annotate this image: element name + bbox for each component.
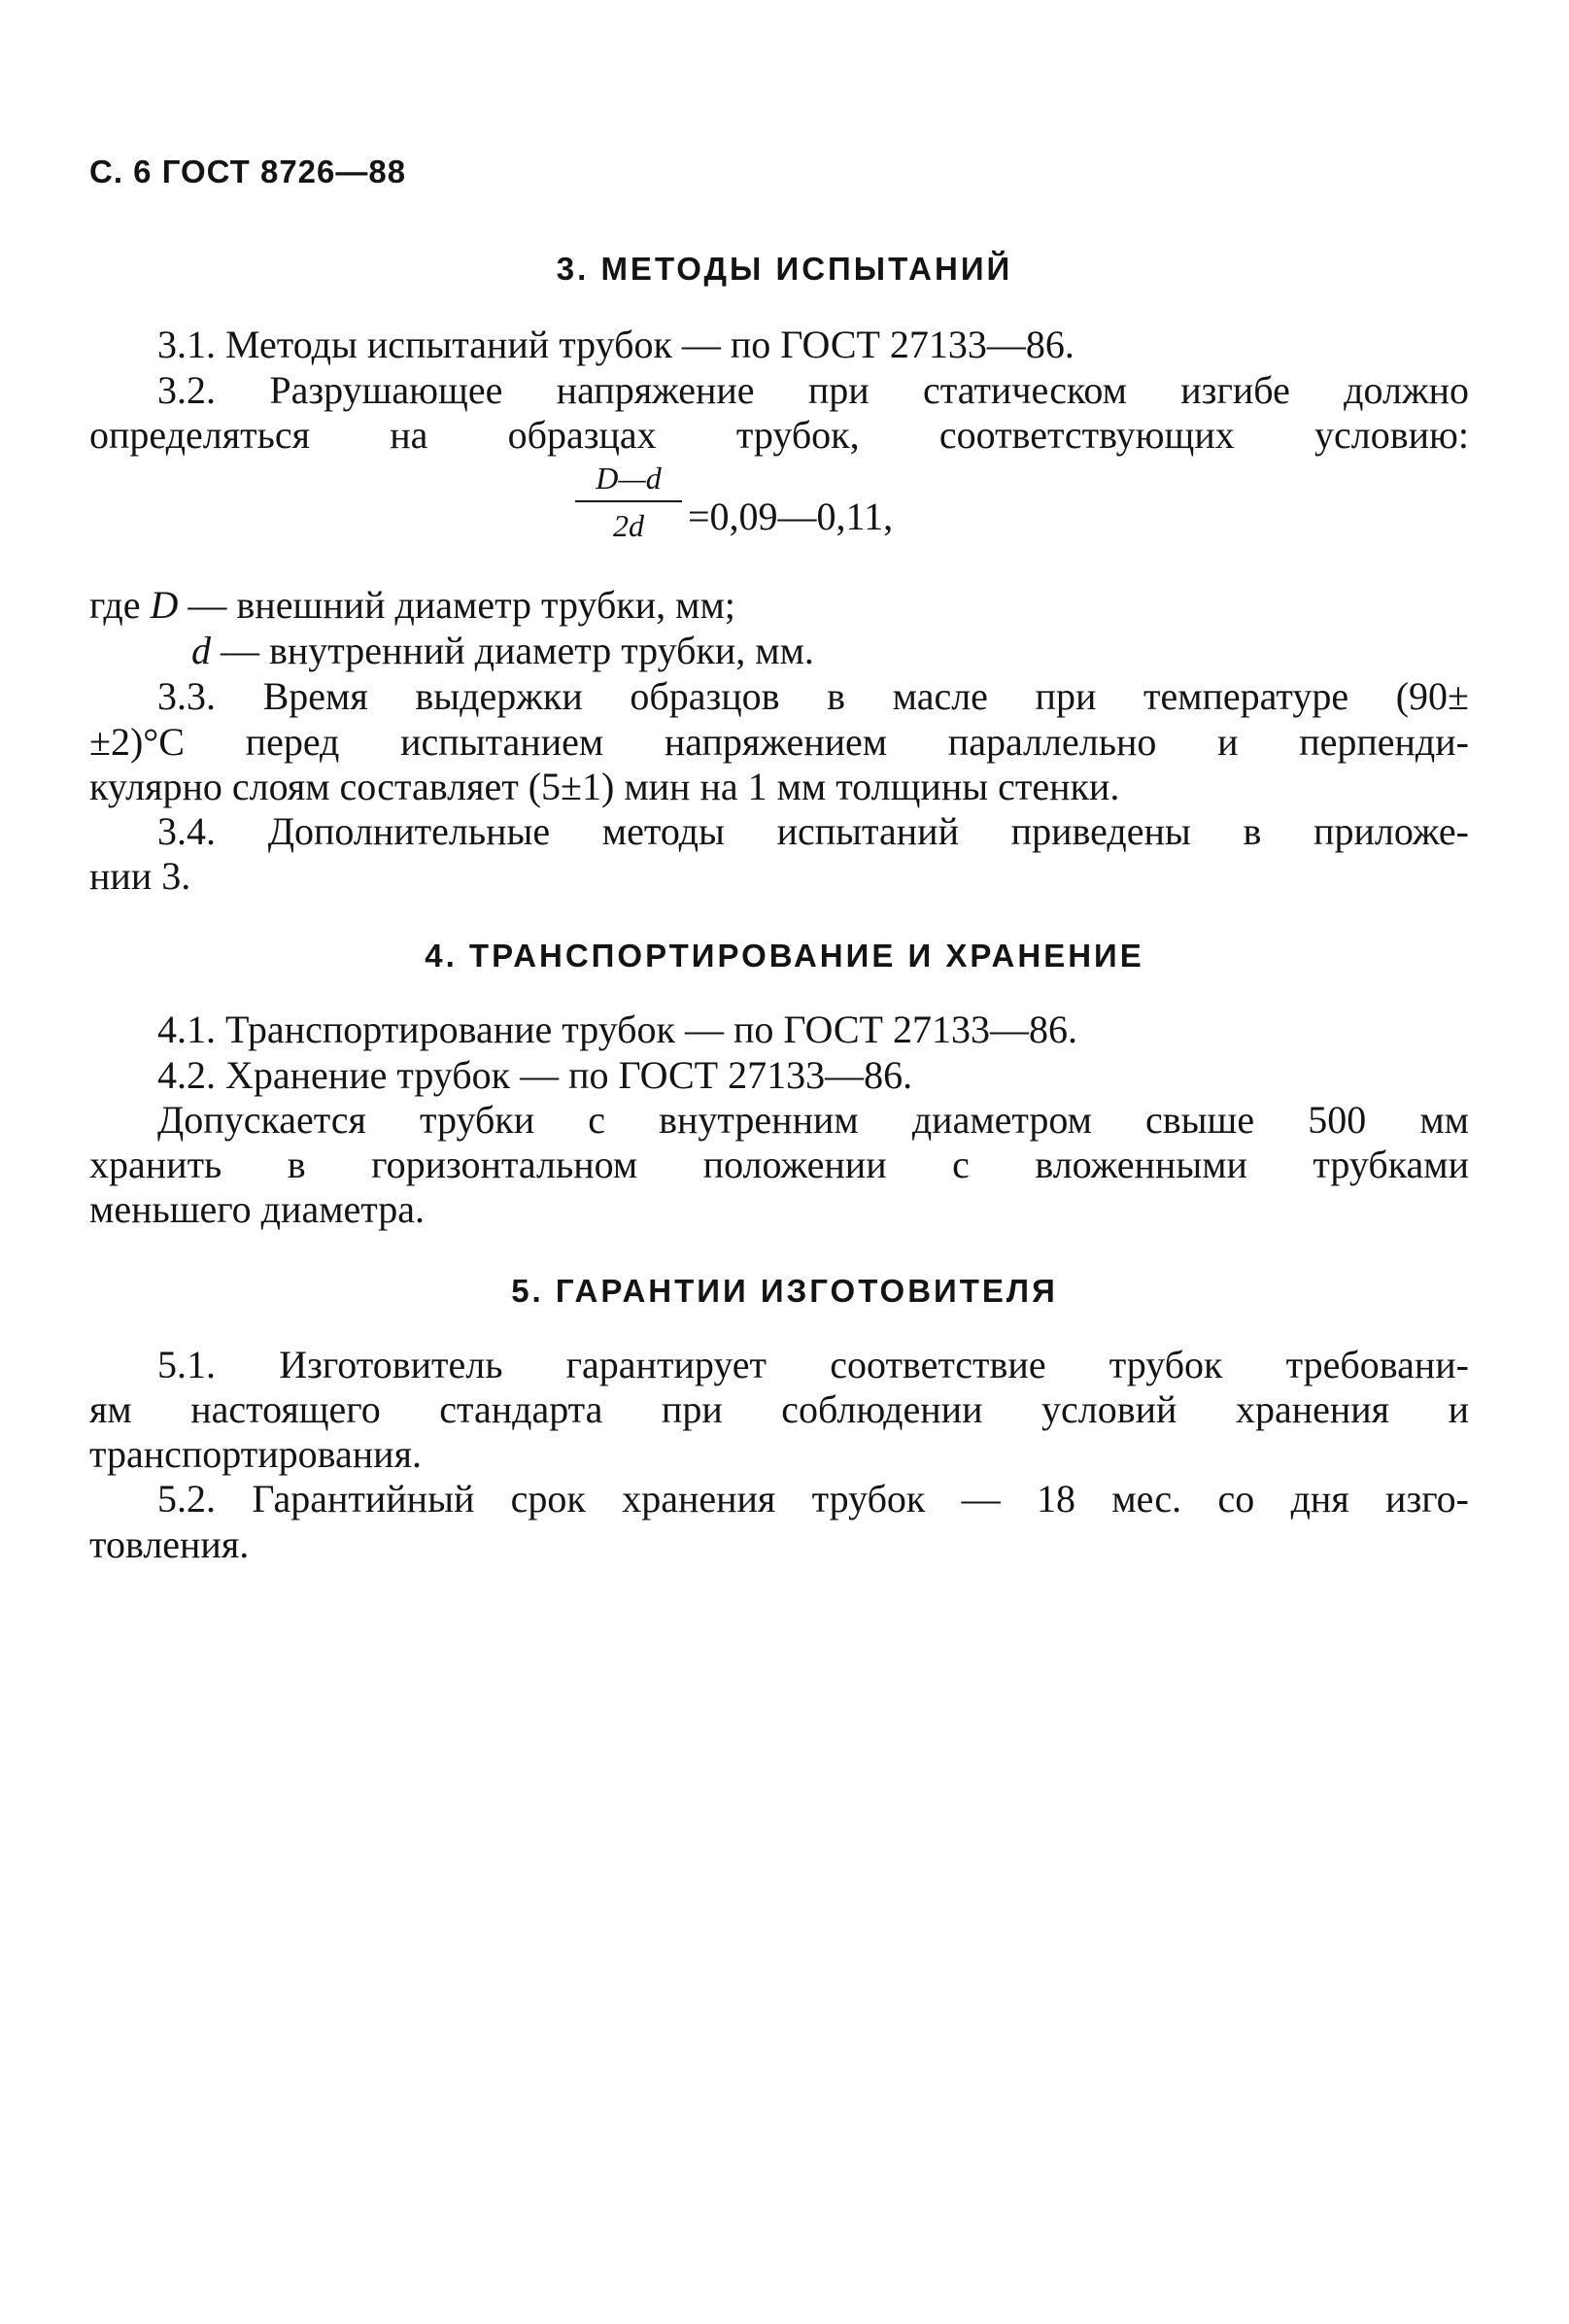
paragraph-4-2: 4.2. Хранение трубок — по ГОСТ 27133—86. [157, 1053, 913, 1097]
paragraph-5-1-line-3: транспортирования. [89, 1432, 422, 1476]
paragraph-3-3-line-3: кулярно слоям составляет (5±1) мин на 1 мм толщины стенки. [89, 765, 1120, 808]
section-4-heading: 4. ТРАНСПОРТИРОВАНИЕ И ХРАНЕНИЕ [425, 938, 1144, 974]
definition-d-text: — внутренний диаметр трубки, мм. [211, 629, 814, 672]
paragraph-3-2-line-2: определяться на образцах трубок, соответствующих условию: [89, 413, 1469, 457]
paragraph-3-1: 3.1. Методы испытаний трубок — по ГОСТ 27133—86. [157, 323, 1074, 366]
formula-numerator: D—d [575, 461, 682, 502]
paragraph-3-4-line-2: нии 3. [89, 854, 191, 898]
formula-fraction [575, 461, 682, 544]
variable-d: d [191, 629, 211, 672]
paragraph-4-1: 4.1. Транспортирование трубок — по ГОСТ 27133—86. [157, 1008, 1077, 1051]
section-5-heading: 5. ГАРАНТИИ ИЗГОТОВИТЕЛЯ [511, 1273, 1058, 1309]
formula-denominator: 2d [613, 508, 644, 543]
paragraph-5-1-line-2: ям настоящего стандарта при соблюдении условий хранения и [89, 1387, 1469, 1431]
paragraph-5-2-line-1: 5.2. Гарантийный срок хранения трубок — 18 мес. со дня изго- [157, 1477, 1469, 1521]
page-header: С. 6 ГОСТ 8726—88 [89, 154, 407, 189]
paragraph-5-2-line-2: товления. [89, 1522, 250, 1566]
definition-d [191, 629, 814, 672]
definition-D-text: — внешний диаметр трубки, мм; [178, 583, 735, 627]
paragraph-3-3-line-1: 3.3. Время выдержки образцов в масле при температуре (90± [157, 674, 1469, 718]
paragraph-5-1-line-1: 5.1. Изготовитель гарантирует соответствие трубок требовани- [157, 1343, 1469, 1386]
paragraph-3-3-line-2: ±2)°С перед испытанием напряжением параллельно и перпенди- [89, 720, 1469, 764]
definition-D [89, 583, 735, 627]
formula-result: =0,09—0,11, [688, 495, 894, 538]
paragraph-4-note-line-3: меньшего диаметра. [89, 1187, 425, 1231]
definition-prefix: где [89, 583, 151, 627]
paragraph-4-note-line-1: Допускается трубки с внутренним диаметром свыше 500 мм [157, 1098, 1469, 1142]
paragraph-3-2-line-1: 3.2. Разрушающее напряжение при статическом изгибе должно [157, 368, 1469, 412]
paragraph-3-4-line-1: 3.4. Дополнительные методы испытаний приведены в приложе- [157, 809, 1469, 853]
variable-D: D [150, 583, 179, 627]
section-3-heading: 3. МЕТОДЫ ИСПЫТАНИЙ [556, 251, 1013, 287]
paragraph-4-note-line-2: хранить в горизонтальном положении с вложенными трубками [89, 1143, 1469, 1186]
